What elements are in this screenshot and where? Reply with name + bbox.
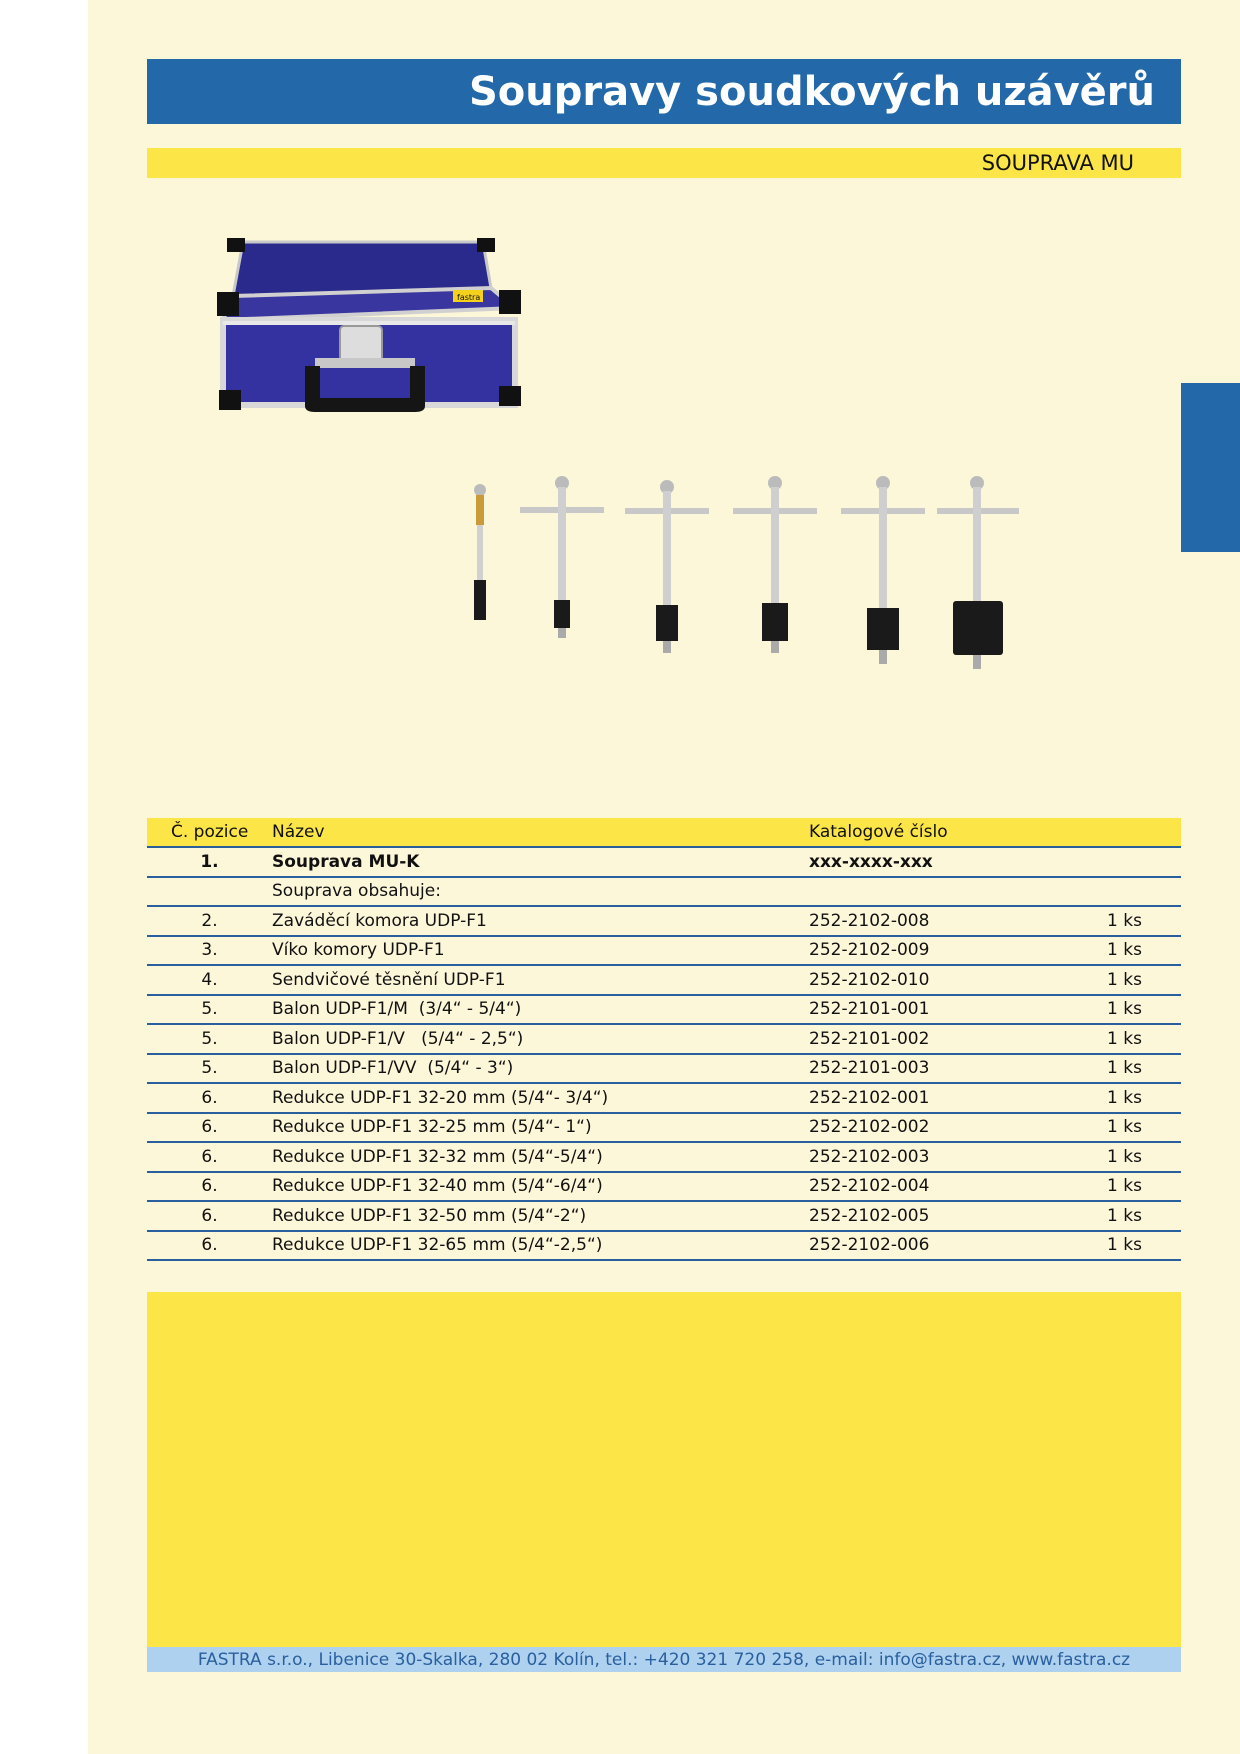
table-row [147,907,1181,937]
table-row [147,996,1181,1026]
yellow-info-box [147,1292,1181,1647]
cell-catalog-number: 252-2102-004 [809,1176,930,1197]
cell-quantity: 1 ks [1107,910,1142,931]
case-brand-label: fastra [457,293,481,302]
cell-catalog-number: xxx-xxxx-xxx [809,851,933,872]
cell-catalog-number: 252-2102-009 [809,940,930,961]
cell-catalog-number: 252-2102-008 [809,910,930,931]
cell-quantity: 1 ks [1107,1087,1142,1108]
cell-quantity: 1 ks [1107,969,1142,990]
cell-catalog-number: 252-2101-003 [809,1058,930,1079]
cell-position: 6. [201,1087,218,1108]
table-row [147,966,1181,996]
subtitle-bar [147,148,1181,178]
cell-quantity: 1 ks [1107,1028,1142,1049]
cell-position: 6. [201,1146,218,1167]
cell-catalog-number: 252-2101-001 [809,999,930,1020]
cell-name: Balon UDP-F1/V (5/4“ - 2,5“) [272,1028,524,1049]
tool-2 [520,476,604,638]
cell-name: Souprava obsahuje: [272,881,441,902]
table-header-row [147,818,1181,848]
table-row [147,1114,1181,1144]
table-row [147,1173,1181,1203]
tool-4 [733,476,817,653]
cell-catalog-number: 252-2102-005 [809,1205,930,1226]
tool-3 [625,480,709,653]
cell-name: Souprava MU-K [272,851,420,872]
cell-position: 6. [201,1235,218,1256]
cell-catalog-number: 252-2102-001 [809,1087,930,1108]
cell-quantity: 1 ks [1107,1176,1142,1197]
cell-name: Redukce UDP-F1 32-65 mm (5/4“-2,5“) [272,1235,603,1256]
cell-catalog-number: 252-2101-002 [809,1028,930,1049]
cell-name: Redukce UDP-F1 32-32 mm (5/4“-5/4“) [272,1146,603,1167]
page-title: Soupravy soudkových uzávěrů [468,68,1155,115]
cell-name: Balon UDP-F1/M (3/4“ - 5/4“) [272,999,522,1020]
table-row [147,1055,1181,1085]
cell-position: 6. [201,1117,218,1138]
tool-5 [841,476,925,664]
column-header-name: Název [272,822,325,842]
table-row [147,1143,1181,1173]
cell-name: Zaváděcí komora UDP-F1 [272,910,487,931]
cell-name: Balon UDP-F1/VV (5/4“ - 3“) [272,1058,514,1079]
cell-position: 2. [201,910,218,931]
table-row [147,937,1181,967]
tool-1 [474,484,486,620]
cell-quantity: 1 ks [1107,1235,1142,1256]
cell-name: Redukce UDP-F1 32-40 mm (5/4“-6/4“) [272,1176,603,1197]
cell-name: Sendvičové těsnění UDP-F1 [272,969,506,990]
cell-quantity: 1 ks [1107,1205,1142,1226]
cell-position: 6. [201,1205,218,1226]
table-row [147,1202,1181,1232]
cell-position: 4. [201,969,218,990]
cell-name: Redukce UDP-F1 32-20 mm (5/4“- 3/4“) [272,1087,609,1108]
footer-bar [147,1647,1181,1672]
table-row [147,848,1181,878]
cell-name: Redukce UDP-F1 32-50 mm (5/4“-2“) [272,1205,587,1226]
cell-position: 6. [201,1176,218,1197]
cell-name: Víko komory UDP-F1 [272,940,445,961]
title-bar [147,59,1181,124]
table-row [147,878,1181,908]
cell-name: Redukce UDP-F1 32-25 mm (5/4“- 1“) [272,1117,592,1138]
page-subtitle: SOUPRAVA MU [981,151,1134,175]
cell-catalog-number: 252-2102-010 [809,969,930,990]
cell-quantity: 1 ks [1107,999,1142,1020]
footer-text: FASTRA s.r.o., Libenice 30-Skalka, 280 02 Kolín, tel.: +420 321 720 258, e-mail: info@fastra.cz, www.fastra.cz [197,1649,1131,1670]
parts-table [147,818,1181,1261]
left-margin-strip [0,0,88,1754]
cell-quantity: 1 ks [1107,1117,1142,1138]
column-header-position: Č. pozice [171,822,249,842]
cell-catalog-number: 252-2102-002 [809,1117,930,1138]
cell-catalog-number: 252-2102-003 [809,1146,930,1167]
table-row [147,1025,1181,1055]
cell-quantity: 1 ks [1107,940,1142,961]
cell-position: 5. [201,1058,218,1079]
cell-position: 3. [201,940,218,961]
cell-catalog-number: 252-2102-006 [809,1235,930,1256]
table-row [147,1084,1181,1114]
tool-6 [937,476,1019,669]
cell-quantity: 1 ks [1107,1058,1142,1079]
tools-photo [455,465,1025,680]
side-tab [1181,383,1240,552]
cell-quantity: 1 ks [1107,1146,1142,1167]
column-header-catalog: Katalogové číslo [809,822,948,842]
table-row [147,1232,1181,1262]
case-photo [215,228,545,418]
cell-position: 5. [201,1028,218,1049]
cell-position: 5. [201,999,218,1020]
cell-position: 1. [200,851,219,872]
